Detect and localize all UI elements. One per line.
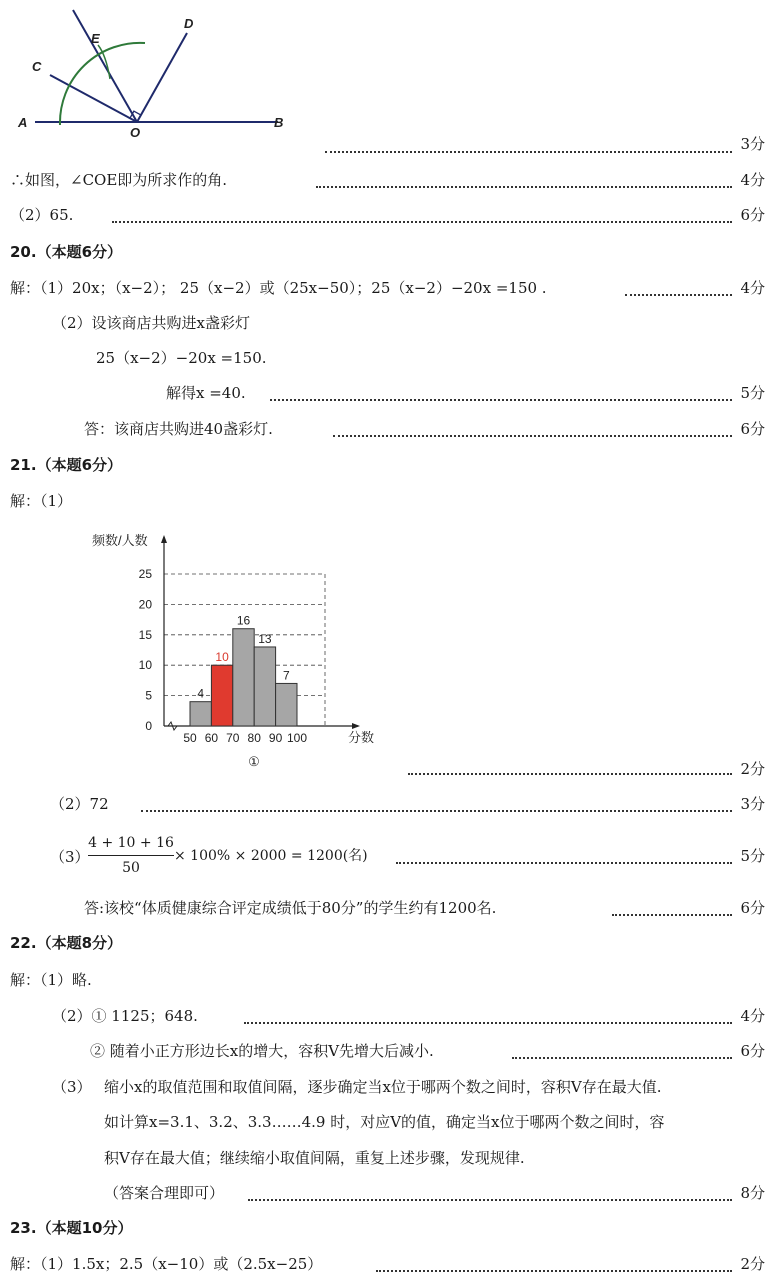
solution-note: （答案合理即可） [104,1184,225,1202]
score: 4分 [740,1007,765,1025]
fraction-bar [88,855,174,856]
histogram-bar [233,629,254,726]
question-title: 23.（本题10分） [10,1219,133,1237]
bar-value-label: 7 [282,668,290,683]
y-tick-label: 25 [138,567,152,581]
leader-dots [248,1199,732,1201]
leader-dots [270,399,732,401]
label-O: O [130,125,141,140]
y-axis-arrow [161,535,167,543]
bar-value-label: 13 [258,631,272,646]
fraction [88,834,174,877]
solution-line: 解得x =40. [166,384,246,402]
x-tick-label: 100 [286,731,308,745]
y-tick-label: 10 [138,658,152,673]
x-axis-title: 分数 [348,730,375,745]
leader-dots [512,1057,732,1059]
answer-line: （2）72 [50,795,109,813]
equation-line: 25（x−2）−20x =150. [96,349,267,367]
leader-dots [316,186,732,188]
bar-value-label: 16 [236,613,251,628]
histogram-bar [190,702,211,726]
answer-line: 答：该商店共购进40盏彩灯. [84,420,273,438]
label-B: B [274,115,284,130]
figure-caption: ① [248,754,260,769]
solution-line: 解：（1）1.5x；2.5（x−10）或（2.5x−25） [10,1255,323,1273]
x-tick-label: 80 [247,731,261,745]
histogram-bar [211,665,232,726]
solution-line: ② 随着小正方形边长x的增大，容积V先增大后减小. [90,1042,434,1060]
leader-dots [325,151,732,153]
y-tick-label: 15 [138,627,152,642]
ray-OD [137,33,187,122]
x-tick-label: 50 [183,731,197,745]
y-axis-title: 频数/人数 [92,533,148,548]
question-title: 20.（本题6分） [10,243,123,261]
part-label: （3） [52,1078,92,1096]
leader-dots [112,221,732,223]
numerator: 4 + 10 + 16 [88,835,174,851]
solution-line: 积V存在最大值；继续缩小取值间隔，重复上述步骤，发现规律. [104,1149,525,1167]
histogram-bar [254,647,275,726]
score: 6分 [740,420,765,438]
solution-line: 缩小x的取值范围和取值间隔，逐步确定当x位于哪两个数之间时，容积V存在最大值. [104,1078,662,1096]
part-label: （3） [50,848,90,866]
score: 3分 [740,795,765,813]
score: 8分 [740,1184,765,1202]
score: 4分 [740,171,765,189]
label-D: D [184,16,194,31]
y-tick-label: 5 [145,688,152,703]
score: 6分 [740,1042,765,1060]
score: 5分 [740,847,765,865]
answer-line: （2）65. [10,206,74,224]
label-C: C [32,59,42,74]
leader-dots [141,810,732,812]
leader-dots [612,914,732,916]
score: 2分 [740,1255,765,1273]
leader-dots [376,1270,732,1272]
leader-dots [396,862,732,864]
y-tick-label: 20 [138,597,152,612]
histogram-bar [276,683,297,726]
label-E: E [91,31,100,46]
leader-dots [244,1022,732,1024]
bar-value-label: 4 [197,686,205,701]
solution-line: （2）设该商店共购进x盏彩灯 [52,314,251,332]
angle-construction-figure [10,5,310,140]
score: 4分 [740,279,765,297]
question-title: 21.（本题6分） [10,456,123,474]
histogram-chart [80,527,390,772]
x-tick-label: 60 [204,731,219,745]
answer-line: 答:该校“体质健康综合评定成绩低于80分”的学生约有1200名. [84,899,497,917]
y-tick-label: 0 [145,719,152,733]
score: 2分 [740,760,765,778]
solution-line: 解：（1）20x；（x−2）； 25（x−2）或（25x−50）；25（x−2）−20x =150 . [10,279,547,297]
solution-line: 如计算x=3.1、3.2、3.3……4.9 时，对应V的值，确定当x位于哪两个数之间时，容 [104,1113,665,1131]
leader-dots [408,773,732,775]
score: 5分 [740,384,765,402]
leader-dots [625,294,732,296]
denominator: 50 [122,860,140,876]
conclusion-line: ∴如图，∠COE即为所求作的角. [10,171,228,189]
solution-line: （2）① 1125；648. [52,1007,198,1025]
solution-line: 解：（1） [10,492,73,510]
solution-line: 解：（1）略. [10,971,92,989]
x-axis-arrow [352,723,360,729]
score: 3分 [740,135,765,153]
label-A: A [18,115,28,130]
formula-tail: × 100% × 2000 = 1200(名) [174,848,368,864]
x-tick-label: 70 [226,731,240,745]
score: 6分 [740,206,765,224]
score: 6分 [740,899,765,917]
x-tick-label: 90 [268,731,283,745]
leader-dots [333,435,732,437]
bar-value-label: 10 [215,650,229,665]
question-title: 22.（本题8分） [10,934,123,952]
